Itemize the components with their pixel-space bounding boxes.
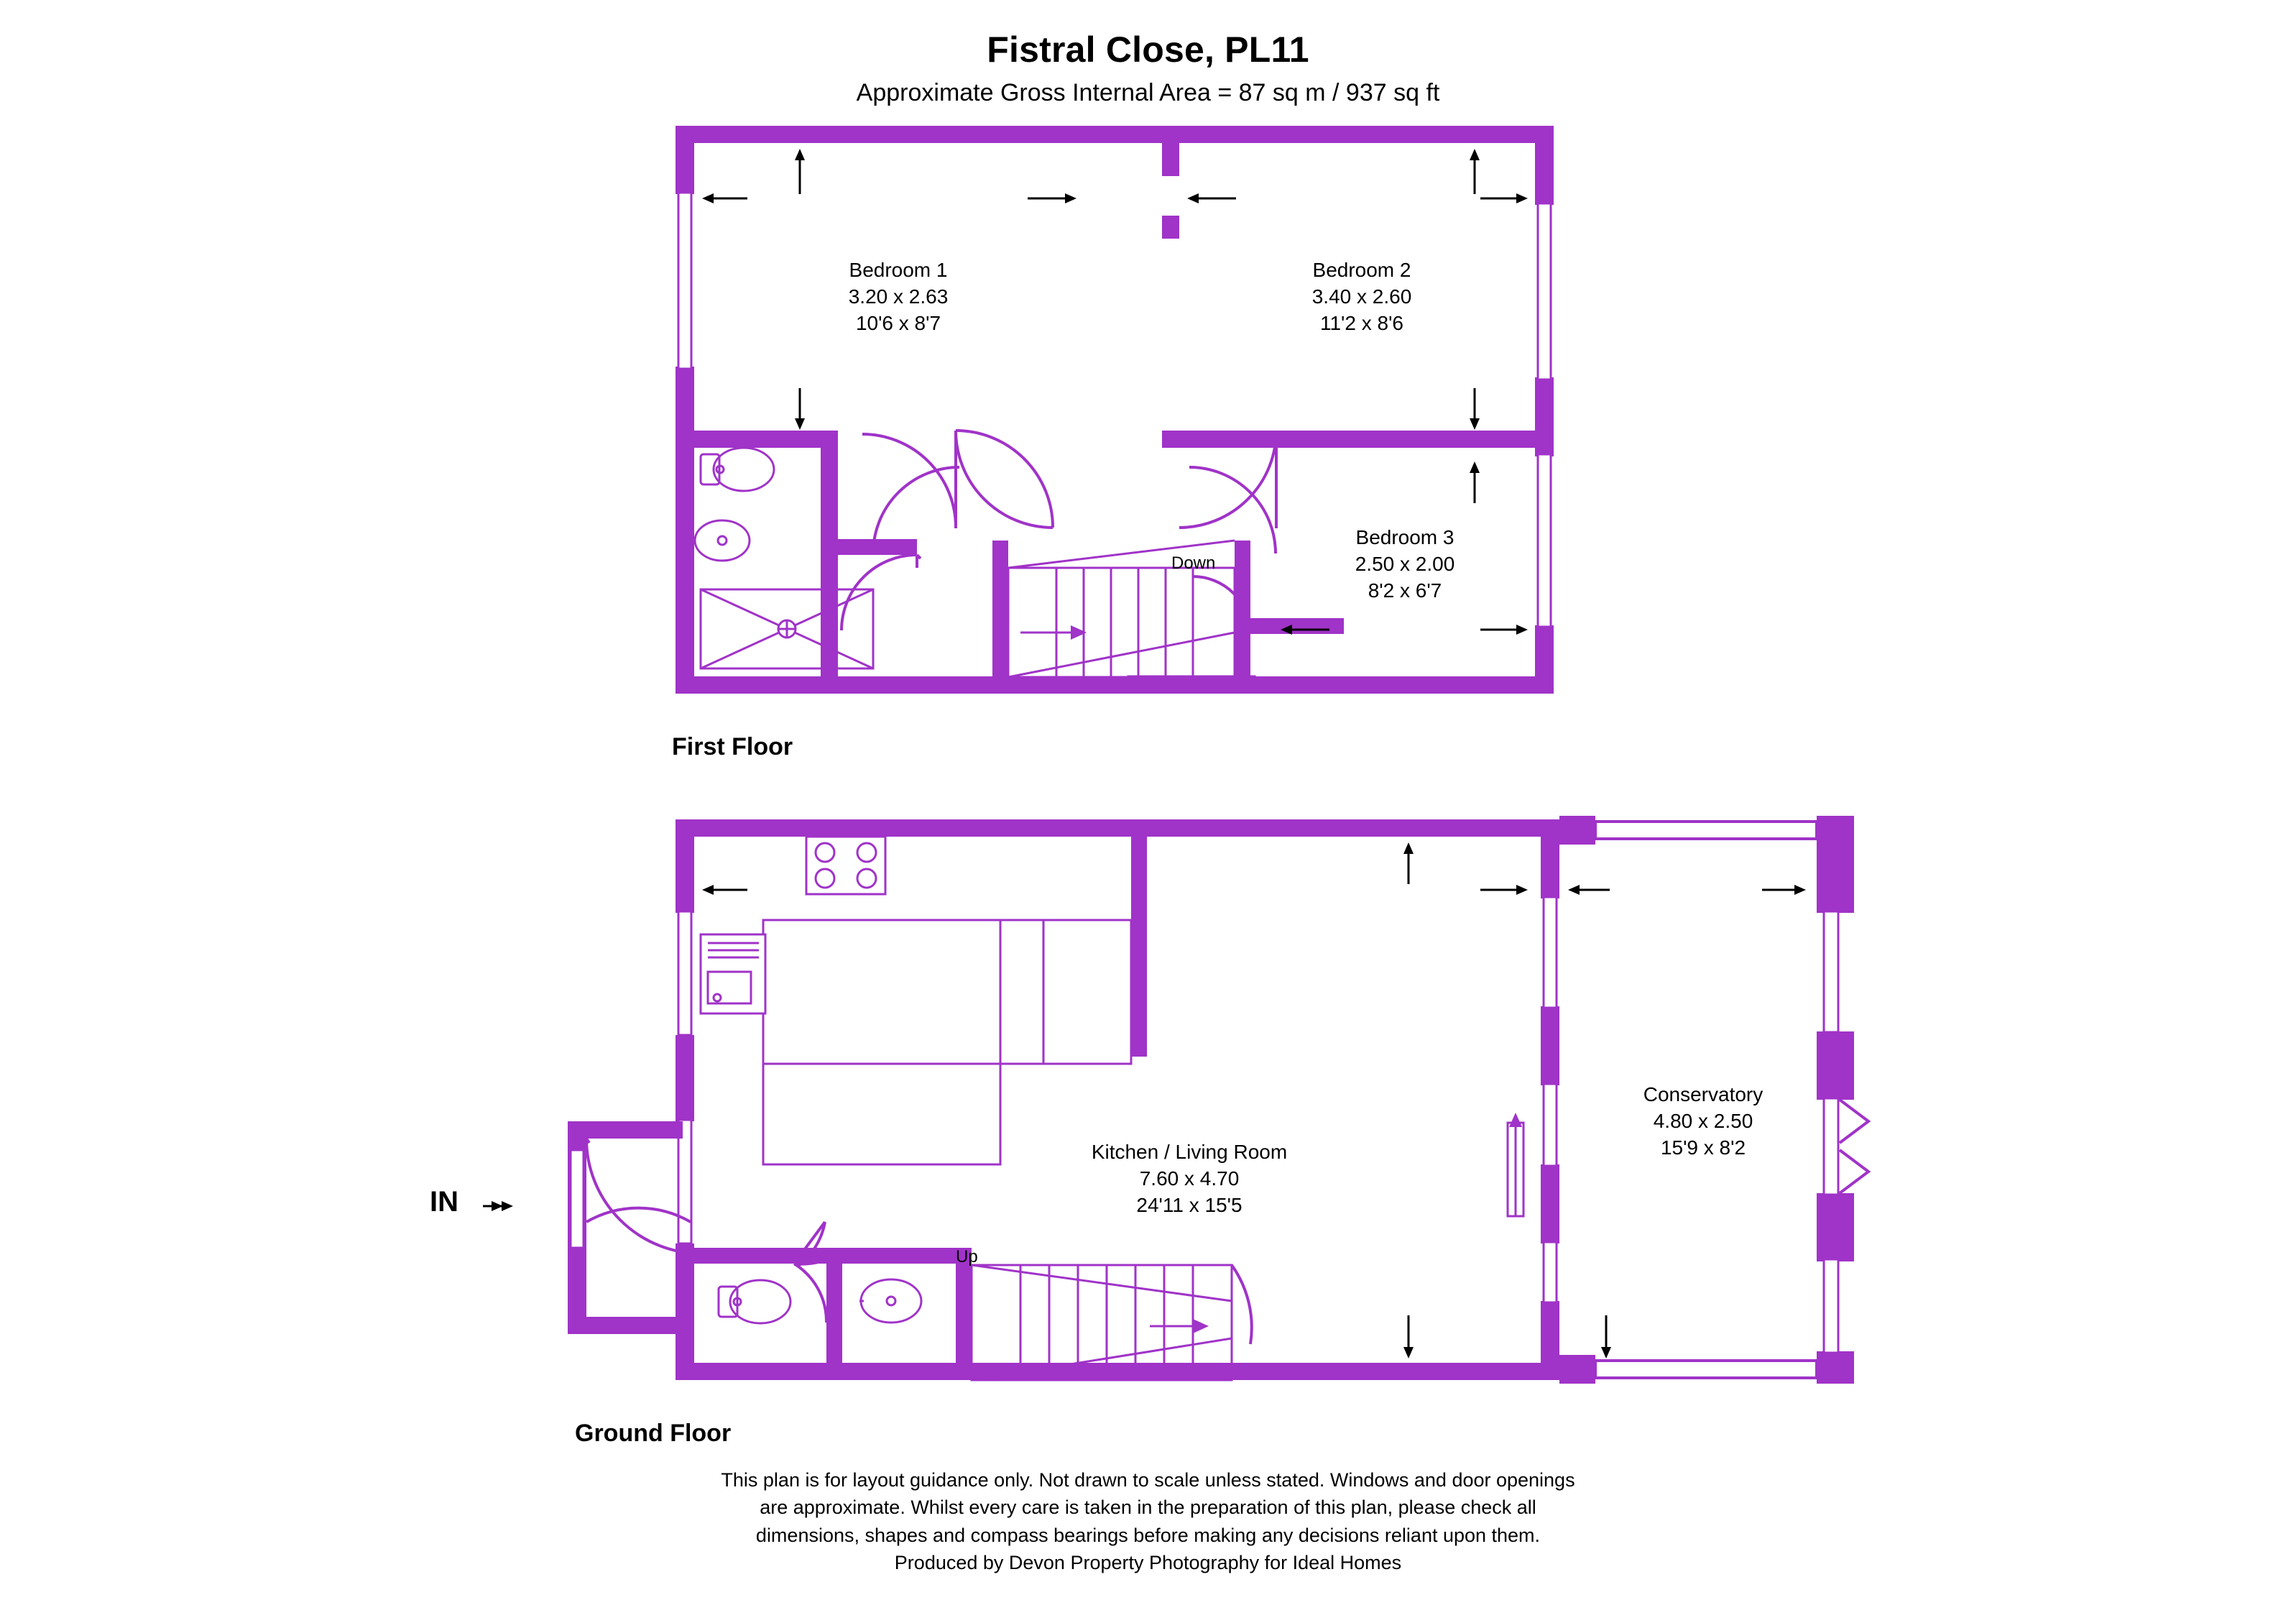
room-name: Conservatory: [1643, 1083, 1764, 1105]
room-label-conservatory: [1567, 1082, 1840, 1162]
disclaimer-line-2: are approximate. Whilst every care is taken in the preparation of this plan, please check all: [760, 1496, 1536, 1519]
room-imperial: 15'9 x 8'2: [1660, 1136, 1746, 1159]
page-subtitle: Approximate Gross Internal Area = 87 sq m / 937 sq ft: [856, 79, 1440, 106]
room-name: Bedroom 1: [849, 259, 948, 281]
room-metric: 4.80 x 2.50: [1653, 1109, 1753, 1132]
room-imperial: 8'2 x 6'7: [1368, 579, 1442, 602]
disclaimer-line-1: This plan is for layout guidance only. Not drawn to scale unless stated. Windows and door openings: [721, 1469, 1575, 1491]
room-imperial: 11'2 x 8'6: [1319, 311, 1404, 334]
ground-floor-wc-fixtures: [719, 1279, 921, 1323]
page-title: Fistral Close, PL11: [987, 29, 1309, 70]
kitchen-units: [701, 837, 1131, 1164]
room-label-kitchen-living-room: [1028, 1139, 1351, 1219]
room-imperial: 10'6 x 8'7: [855, 311, 941, 334]
disclaimer-line-4: Produced by Devon Property Photography for Ideal Homes: [894, 1551, 1402, 1573]
room-name: Kitchen / Living Room: [1091, 1141, 1288, 1163]
ground-floor-label: Ground Floor: [575, 1420, 732, 1447]
first-floor-label: First Floor: [672, 733, 793, 760]
stair-direction-down-label: Down: [1171, 553, 1216, 573]
room-metric: 3.40 x 2.60: [1311, 285, 1412, 308]
stair-direction-up-label: Up: [956, 1247, 978, 1266]
room-name: Bedroom 2: [1312, 259, 1411, 281]
room-imperial: 24'11 x 15'5: [1136, 1193, 1242, 1216]
room-metric: 7.60 x 4.70: [1139, 1167, 1240, 1190]
disclaimer-line-3: dimensions, shapes and compass bearings before making any decisions reliant upon them.: [755, 1524, 1541, 1546]
room-metric: 2.50 x 2.00: [1355, 552, 1455, 575]
room-metric: 3.20 x 2.63: [848, 285, 949, 308]
room-name: Bedroom 3: [1355, 526, 1454, 548]
disclaimer: [0, 1466, 2296, 1576]
entrance-in-label: IN: [430, 1186, 458, 1218]
